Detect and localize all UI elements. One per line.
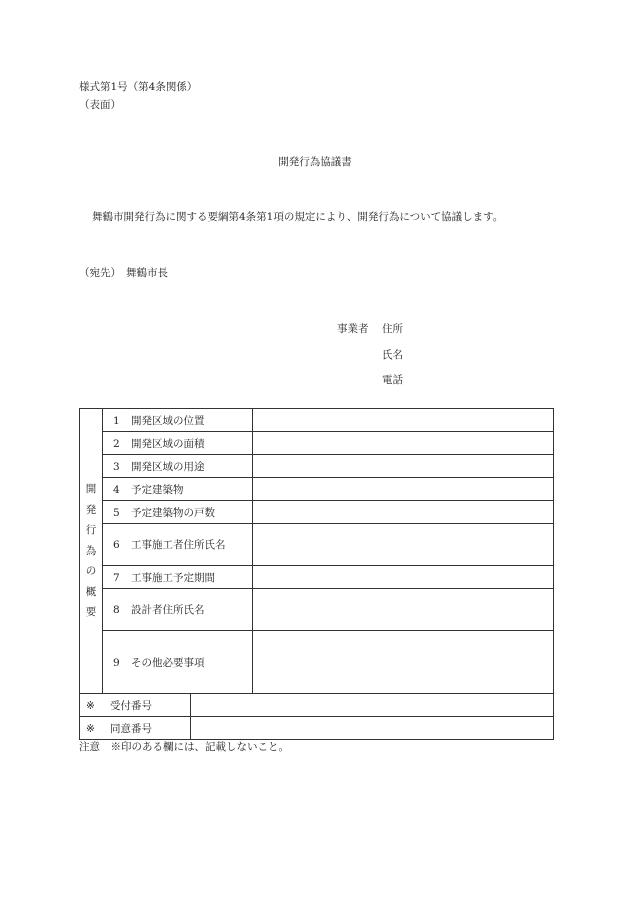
item-value-contractor[interactable] [253, 524, 554, 566]
item-label-planned-building: 4 予定建築物 [103, 478, 253, 501]
table-row [80, 432, 554, 455]
table-row [80, 717, 554, 740]
consent-number-value[interactable] [191, 717, 554, 740]
item-label-construction-period: 7 工事施工予定期間 [103, 566, 253, 589]
vertical-header-char: 行 [85, 524, 97, 537]
item-label-other: 9 その他必要事項 [103, 631, 253, 694]
item-value-construction-period[interactable] [253, 566, 554, 589]
applicant-address-label: 住所 [382, 323, 403, 335]
item-value-area[interactable] [253, 432, 554, 455]
item-value-unit-count[interactable] [253, 501, 554, 524]
table-row [80, 501, 554, 524]
document-body-text: 舞鶴市開発行為に関する要綱第4条第1項の規定により、開発行為について協議します。 [92, 211, 504, 223]
table-row [80, 631, 554, 694]
item-value-other[interactable] [253, 631, 554, 694]
vertical-header-char: の [85, 565, 97, 578]
item-label-designer: 8 設計者住所氏名 [103, 589, 253, 631]
applicant-label: 事業者 [337, 323, 369, 335]
development-outline-table [79, 408, 554, 740]
addressee-name: 舞鶴市長 [126, 267, 168, 279]
item-value-location[interactable] [253, 409, 554, 432]
table-row [80, 694, 554, 717]
receipt-number-value[interactable] [191, 694, 554, 717]
item-value-planned-building[interactable] [253, 478, 554, 501]
form-number: 様式第1号（第4条関係） [79, 81, 198, 93]
item-value-designer[interactable] [253, 589, 554, 631]
vertical-header-char: 要 [85, 606, 97, 619]
form-side-label: （表面） [79, 99, 121, 111]
vertical-header-char: 概 [85, 585, 97, 598]
vertical-header-char: 為 [85, 544, 97, 557]
form-note: 注意 ※印のある欄には、記載しないこと。 [79, 741, 289, 753]
table-row [80, 524, 554, 566]
table-row [80, 455, 554, 478]
item-label-unit-count: 5 予定建築物の戸数 [103, 501, 253, 524]
receipt-number-label: ※ 受付番号 [80, 694, 191, 717]
item-label-location: 1 開発区域の位置 [103, 409, 253, 432]
table-row [80, 589, 554, 631]
table-row [80, 478, 554, 501]
applicant-name-label: 氏名 [382, 349, 403, 361]
item-label-use: 3 開発区域の用途 [103, 455, 253, 478]
applicant-phone-label: 電話 [382, 374, 403, 386]
table-row [80, 409, 554, 432]
item-label-contractor: 6 工事施工者住所氏名 [103, 524, 253, 566]
item-value-use[interactable] [253, 455, 554, 478]
vertical-header-char: 発 [85, 503, 97, 516]
vertical-header-char: 開 [85, 483, 97, 496]
addressee-label: （宛先） [79, 267, 121, 279]
document-title: 開発行為協議書 [278, 156, 352, 168]
item-label-area: 2 開発区域の面積 [103, 432, 253, 455]
table-row [80, 566, 554, 589]
consent-number-label: ※ 同意番号 [80, 717, 191, 740]
outline-vertical-header [80, 409, 103, 694]
